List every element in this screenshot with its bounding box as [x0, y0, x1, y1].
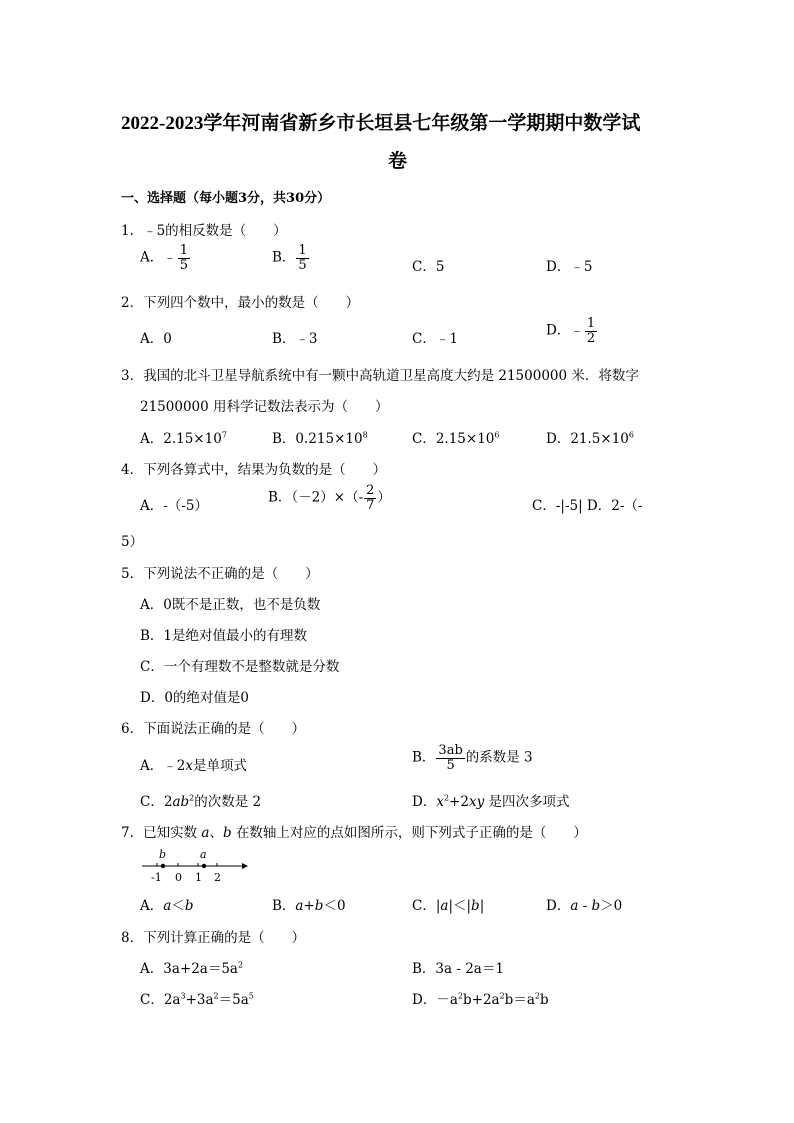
option-text: D．21.5×10	[546, 431, 629, 447]
q7-option-c	[412, 894, 484, 914]
question-5-stem: 5．下列说法不正确的是（ ）	[121, 566, 319, 582]
point-a	[202, 864, 206, 868]
q7-option-a	[140, 894, 193, 914]
stem-text: 、	[209, 825, 223, 841]
operator: ＜	[453, 898, 467, 914]
variable: xy	[468, 794, 485, 810]
option-label: A．	[140, 249, 164, 266]
section-heading: 一、选择题（每小题3分，共30分）	[121, 191, 331, 206]
q7-option-b	[272, 894, 346, 914]
q5-option-a: A．0既不是正数，也不是负数	[140, 597, 321, 613]
option-text: 是四次多项式	[484, 794, 570, 810]
point-b-label: b	[159, 848, 167, 861]
option-text: A．2.15×10	[140, 431, 222, 447]
numerator: 1	[179, 243, 189, 258]
exponent: 2	[534, 991, 540, 1001]
expression: b＝a	[504, 992, 535, 1008]
numerator: 3ab	[438, 743, 463, 758]
numerator: 1	[586, 316, 596, 331]
fraction	[296, 244, 308, 272]
option-text-end: ）	[377, 489, 391, 506]
stem-text: 在数轴上对应的点如图所示，则下列式子正确的是（ ）	[231, 825, 587, 841]
option-label: D．	[412, 794, 437, 810]
question-4-stem: 4．下列各算式中，结果为负数的是（ ）	[121, 462, 387, 478]
q2-option-c: C．﹣1	[412, 331, 458, 347]
arrow-head	[242, 863, 248, 869]
denominator: 5	[179, 257, 189, 273]
q4-option-b	[268, 484, 391, 512]
option-label: B．	[272, 249, 296, 266]
q4-option-c-d: C．-|-5| D．2-（-	[532, 498, 643, 514]
fraction	[436, 744, 464, 772]
q3-option-b	[272, 427, 368, 447]
term: a - b	[570, 898, 601, 914]
q1-option-d: D．﹣5	[546, 259, 593, 275]
q5-option-d: D．0的绝对值是0	[140, 690, 250, 706]
option-label: D．	[546, 322, 571, 339]
q8-option-c	[140, 988, 254, 1008]
expression: +3a	[185, 992, 214, 1008]
term: +2	[449, 794, 469, 810]
page-title-continued: 卷	[388, 151, 408, 172]
option-label: D．	[412, 992, 437, 1008]
option-label: A．	[140, 961, 164, 977]
tick-label-2: 2	[214, 871, 221, 884]
q2-option-b: B．﹣3	[272, 331, 318, 347]
q6-option-d	[412, 790, 570, 810]
denominator: 5	[446, 757, 455, 773]
option-label: C．	[412, 898, 436, 914]
tick-label-1: 1	[195, 871, 202, 884]
variable: a	[201, 825, 210, 841]
q2-option-a: A．0	[140, 331, 172, 347]
exponent: 6	[494, 430, 500, 440]
q8-option-d	[412, 988, 549, 1008]
q8-option-b	[412, 957, 504, 977]
option-text: C．2.15×10	[412, 431, 495, 447]
question-8-stem: 8．下列计算正确的是（ ）	[121, 930, 306, 946]
variable: a	[163, 898, 172, 914]
denominator: 2	[586, 330, 596, 346]
number-line-figure	[140, 846, 250, 886]
q3-option-a	[140, 427, 227, 447]
question-3-stem-continued: 21500000 用科学记数法表示为（ ）	[140, 399, 389, 415]
denominator: 7	[366, 497, 375, 513]
option-text: ＞0	[600, 898, 623, 914]
option-label: B．	[412, 749, 436, 766]
exponent: 2	[237, 960, 244, 970]
option-label: A．	[140, 758, 164, 774]
coefficient: ﹣2	[163, 758, 186, 774]
fraction	[178, 244, 190, 272]
page-title: 2022-2023学年河南省新乡市长垣县七年级第一学期期中数学试	[121, 113, 641, 134]
q1-option-b	[272, 244, 310, 272]
stem-text: 7．已知实数	[121, 825, 202, 841]
variable: b	[314, 898, 324, 914]
question-7-stem	[121, 821, 587, 841]
exponent: 6	[628, 430, 634, 440]
q1-option-c: C．5	[412, 259, 445, 275]
expression: ＝5a	[218, 992, 249, 1008]
term: |b|	[466, 898, 485, 914]
operator: +	[303, 898, 315, 914]
point-b	[161, 864, 165, 868]
expression: －a	[436, 992, 458, 1008]
q6-option-c	[140, 790, 261, 810]
variable: ab	[172, 794, 190, 810]
q3-option-d	[546, 427, 634, 447]
variable: x	[436, 794, 444, 810]
variable: a	[295, 898, 304, 914]
point-a-label: a	[200, 848, 207, 861]
exponent: 3	[180, 991, 186, 1001]
option-label: D．	[546, 898, 571, 914]
option-text: 是单项式	[192, 758, 247, 774]
tick-label-0: 0	[175, 871, 182, 884]
fraction	[364, 484, 376, 512]
option-text: B．0.215×10	[272, 431, 363, 447]
fraction	[585, 317, 597, 345]
q4-option-d-continued: 5）	[121, 534, 144, 550]
exponent: 2	[189, 793, 195, 803]
variable: b	[184, 898, 194, 914]
exponent: 2	[443, 793, 450, 803]
option-label: B．	[272, 898, 296, 914]
coefficient: 2	[163, 794, 173, 810]
term: |a|	[435, 898, 453, 914]
q5-option-b: B．1是绝对值最小的有理数	[140, 628, 308, 644]
option-label: C．	[140, 794, 164, 810]
sign: ﹣	[570, 322, 584, 339]
numerator: 2	[366, 483, 375, 498]
question-6-stem: 6．下面说法正确的是（ ）	[121, 721, 306, 737]
option-text: ＜0	[323, 898, 346, 914]
q6-option-a	[140, 754, 247, 774]
question-1-stem: 1．﹣5的相反数是（ ）	[121, 223, 287, 239]
variable: x	[185, 758, 193, 774]
expression: 2a	[163, 992, 181, 1008]
expression: b	[539, 992, 549, 1008]
exponent: 7	[221, 430, 227, 440]
q6-option-b	[412, 744, 533, 772]
q5-option-c: C．一个有理数不是整数就是分数	[140, 659, 340, 675]
numerator: 1	[298, 243, 307, 258]
q4-option-a: A．-（-5）	[140, 498, 208, 514]
tick-label-minus-1: -1	[151, 871, 162, 884]
expression: 3a - 2a＝1	[435, 961, 504, 977]
q2-option-d	[546, 317, 598, 345]
q1-option-a	[140, 244, 191, 272]
sign: ﹣	[163, 249, 177, 266]
q3-option-c	[412, 427, 499, 447]
option-label: A．	[140, 898, 164, 914]
q8-option-a	[140, 957, 243, 977]
expression: 3a+2a＝5a	[163, 961, 238, 977]
exponent: 8	[362, 430, 368, 440]
exponent: 2	[499, 991, 505, 1001]
option-label: B．	[412, 961, 436, 977]
question-3-stem: 3．我国的北斗卫星导航系统中有一颗中高轨道卫星高度大约是 21500000 米．将数字	[121, 368, 639, 384]
option-text: 的系数是 3	[465, 749, 533, 766]
exponent: 2	[457, 991, 463, 1001]
variable: b	[222, 825, 232, 841]
option-text: B．（－2）×（-	[268, 489, 364, 506]
q7-option-d	[546, 894, 622, 914]
option-label: C．	[140, 992, 164, 1008]
denominator: 5	[298, 257, 307, 273]
exponent: 2	[213, 991, 219, 1001]
question-2-stem: 2．下列四个数中，最小的数是（ ）	[121, 295, 360, 311]
exponent: 5	[248, 991, 254, 1001]
expression: b+2a	[462, 992, 500, 1008]
operator: ＜	[171, 898, 185, 914]
option-text: 的次数是 2	[194, 794, 262, 810]
